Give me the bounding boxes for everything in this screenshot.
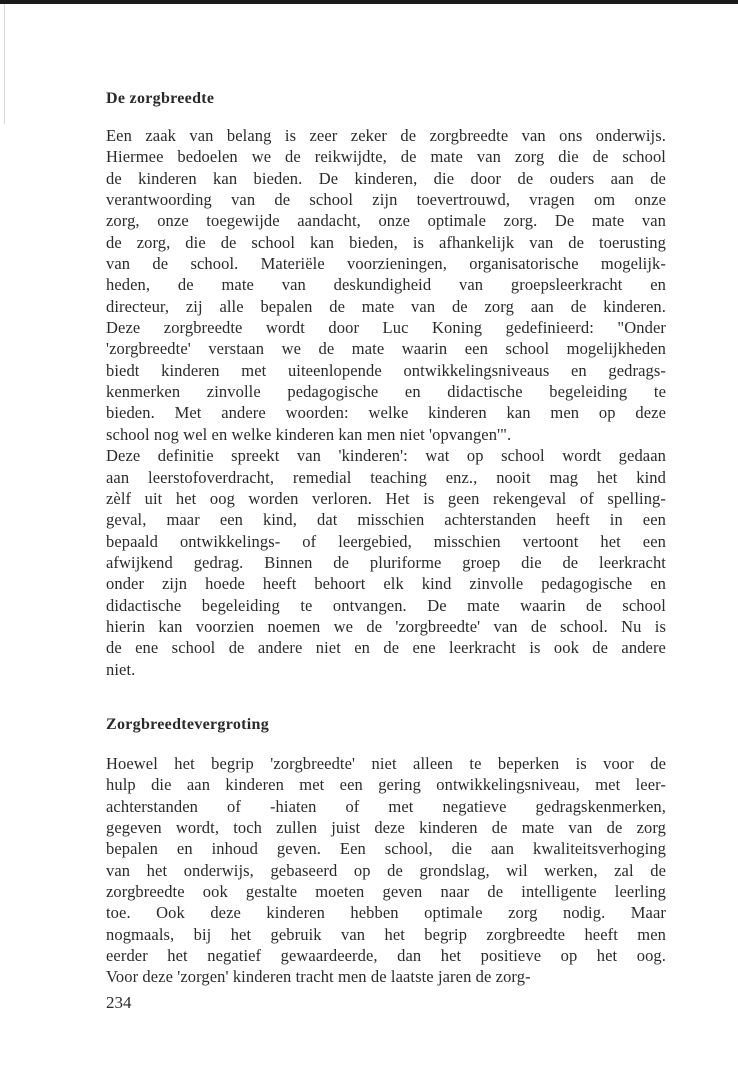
text-line: zorg, onze toegewijde aandacht, onze optimale zorg. De mate van bbox=[106, 211, 666, 231]
text-line: afwijkend gedrag. Binnen de pluriforme groep die de leerkracht bbox=[106, 552, 666, 572]
text-line: gegeven wordt, toch zullen juist deze kinderen de mate van de zorg bbox=[106, 817, 666, 837]
section-body-zorgbreedte bbox=[106, 125, 666, 680]
top-border-rule bbox=[0, 0, 738, 4]
text-line: kenmerken zinvolle pedagogische en didactische begeleiding te bbox=[106, 382, 666, 402]
text-line: Voor deze 'zorgen' kinderen tracht men de laatste jaren de zorg- bbox=[106, 967, 531, 987]
text-line: de kinderen kan bieden. De kinderen, die door de ouders aan de bbox=[106, 168, 666, 188]
section-heading-zorgbreedtevergroting: Zorgbreedtevergroting bbox=[106, 715, 270, 733]
text-line: zèlf uit het oog worden verloren. Het is geen rekengeval of spelling- bbox=[106, 488, 666, 508]
text-line: school nog wel en welke kinderen kan men niet 'opvangen'". bbox=[106, 424, 512, 444]
text-line: aan leerstofoverdracht, remedial teaching enz., nooit mag het kind bbox=[106, 467, 666, 487]
text-line: achterstanden of -hiaten of met negatieve gedragskenmerken, bbox=[106, 796, 666, 816]
text-line: geval, maar een kind, dat misschien achterstanden heeft in een bbox=[106, 510, 666, 530]
section-body-zorgbreedtevergroting bbox=[106, 753, 666, 988]
text-line: directeur, zij alle bepalen de mate van de zorg aan de kinderen. bbox=[106, 296, 666, 316]
text-line: bieden. Met andere woorden: welke kinderen kan men op deze bbox=[106, 403, 666, 423]
text-line: nogmaals, bij het gebruik van het begrip zorgbreedte heeft men bbox=[106, 924, 666, 944]
text-line: Deze zorgbreedte wordt door Luc Koning gedefinieerd: "Onder bbox=[106, 318, 666, 338]
text-line: zorgbreedte ook gestalte moeten geven naar de intelligente leerling bbox=[106, 882, 666, 901]
text-line: bepaald ontwikkelings- of leergebied, misschien vertoont het een bbox=[106, 531, 666, 551]
text-line: de zorg, die de school kan bieden, is afhankelijk van de toerusting bbox=[106, 232, 666, 252]
page-number: 234 bbox=[106, 993, 132, 1012]
text-line: Deze definitie spreekt van 'kinderen': wat op school wordt gedaan bbox=[106, 446, 666, 466]
text-line: Hoewel het begrip 'zorgbreedte' niet alleen te beperken is voor de bbox=[106, 753, 666, 773]
text-line: de ene school de andere niet en de ene leerkracht is ook de andere bbox=[106, 638, 666, 658]
text-line: heden, de mate van deskundigheid van groepsleerkracht en bbox=[106, 275, 666, 295]
text-line: biedt kinderen met uiteenlopende ontwikkelingsniveaus en gedrags- bbox=[106, 360, 666, 380]
text-line: niet. bbox=[106, 659, 136, 679]
section-heading-zorgbreedte: De zorgbreedte bbox=[106, 90, 215, 107]
text-line: bepalen en inhoud geven. Een school, die aan kwaliteitsverhoging bbox=[106, 839, 666, 859]
text-line: eerder het negatief gewaardeerde, dan het positieve op het oog. bbox=[106, 946, 666, 966]
text-line: hulp die aan kinderen met een gering ontwikkelingsniveau, met leer- bbox=[106, 775, 666, 795]
text-line: van het onderwijs, gebaseerd op de grondslag, wil werken, zal de bbox=[106, 860, 666, 880]
text-line: verantwoording van de school zijn toevertrouwd, vragen om onze bbox=[106, 190, 666, 210]
text-line: 'zorgbreedte' verstaan we de mate waarin een school mogelijkheden bbox=[106, 339, 666, 359]
text-line: van de school. Materiële voorzieningen, organisatorische mogelijk- bbox=[106, 254, 666, 274]
text-line: onder zijn hoede heeft behoort elk kind zinvolle pedagogische en bbox=[106, 574, 666, 594]
page-edge-mark bbox=[4, 4, 5, 124]
text-line: Een zaak van belang is zeer zeker de zorgbreedte van ons onderwijs. bbox=[106, 126, 666, 145]
text-line: Hiermee bedoelen we de reikwijdte, de mate van zorg die de school bbox=[106, 147, 666, 167]
text-line: didactische begeleiding te ontvangen. De mate waarin de school bbox=[106, 595, 666, 615]
text-line: hierin kan voorzien noemen we de 'zorgbreedte' van de school. Nu is bbox=[106, 616, 666, 636]
page-body bbox=[106, 88, 666, 988]
text-line: toe. Ook deze kinderen hebben optimale zorg nodig. Maar bbox=[106, 903, 666, 923]
